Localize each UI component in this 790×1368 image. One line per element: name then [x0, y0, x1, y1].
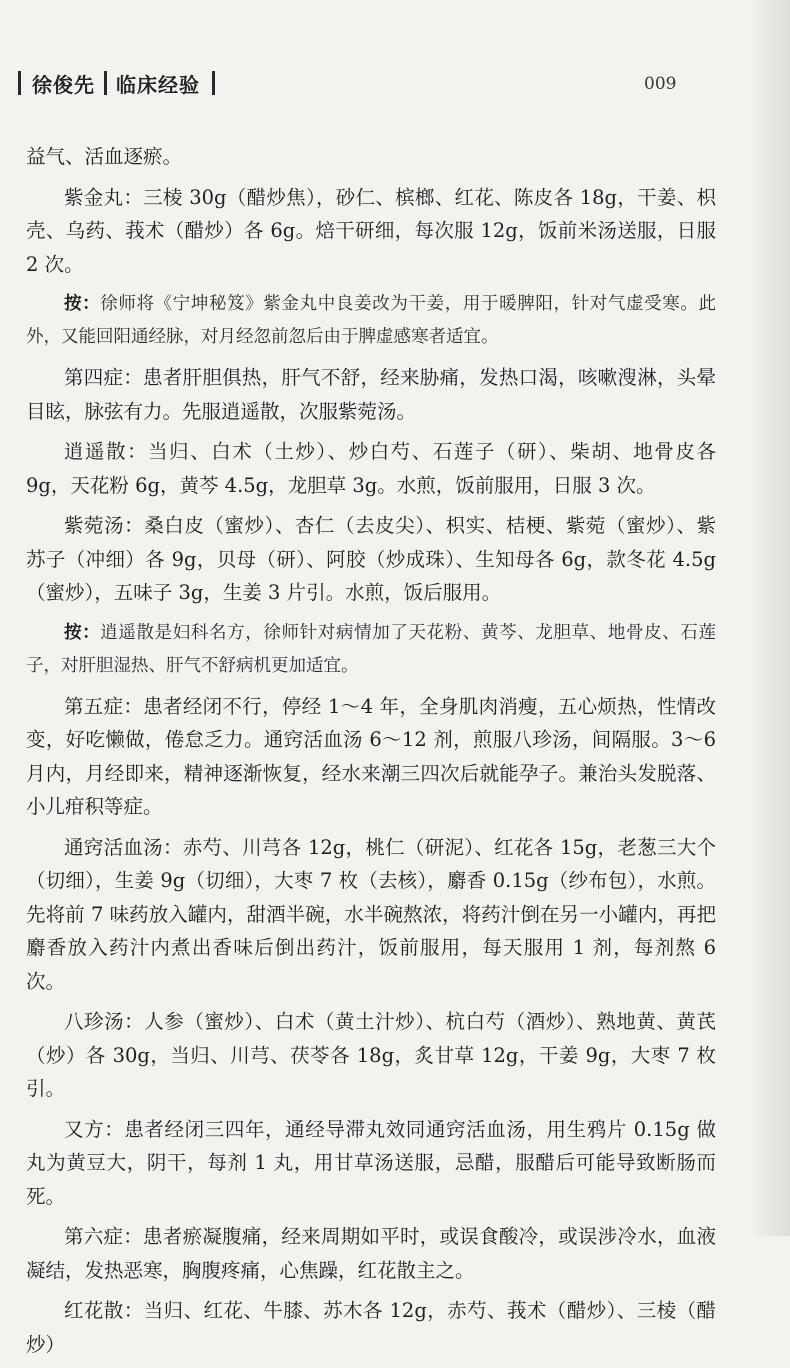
header-divider: [104, 71, 107, 95]
header-book-title: 临床经验: [116, 73, 200, 97]
note-label: 按：: [64, 294, 101, 314]
header-author: 徐俊先: [32, 73, 95, 97]
body-text: [26, 140, 716, 1368]
note-text: 逍遥散是妇科名方，徐师针对病情加了天花粉、黄芩、龙胆草、地骨皮、石莲子，对肝胆湿热、肝气不舒病机更加适宜。: [26, 622, 717, 676]
page-edge-shadow: [750, 0, 790, 1236]
note-label: 按：: [64, 622, 101, 643]
header-divider: [212, 71, 215, 95]
body-paragraph: 红花散：当归、红花、牛膝、苏木各 12g，赤芍、莪术（醋炒）、三棱（醋炒）: [26, 1299, 716, 1356]
body-paragraph: 紫金丸：三棱 30g（醋炒焦），砂仁、槟榔、红花、陈皮各 18g，干姜、枳壳、乌药、莪术（醋炒）各 6g。焙干研细，每次服 12g，饭前米汤送服，日服 2 次。: [26, 185, 716, 276]
body-paragraph: 又方：患者经闭三四年，通经导滞丸效同通窍活血汤，用生鸦片 0.15g 做丸为黄豆大，阴干，每剂 1 丸，用甘草汤送服，忌醋，服醋后可能导致断肠而死。: [26, 1117, 716, 1208]
body-paragraph: 通窍活血汤：赤芍、川芎各 12g，桃仁（研泥）、红花各 15g，老葱三大个（切细），生姜 9g（切细），大枣 7 枚（去核），麝香 0.15g（纱布包），水煎。先将前 7 味药放入罐内，甜酒半碗，水半碗熬浓，将药汁倒在另一小罐内，再把麝香放入药汁内煮出香味后倒出药汁，饭前服用，每天服用 1 剂，每剂熬 6 次。: [26, 835, 716, 993]
editor-note-paragraph: [26, 288, 716, 354]
page-number: 009: [644, 74, 677, 94]
body-paragraph: 第六症：患者瘀凝腹痛，经来周期如平时，或误食酸冷，或误涉冷水，血液凝结，发热恶寒，胸腹疼痛，心焦躁，红花散主之。: [26, 1225, 716, 1282]
body-paragraph: 益气、活血逐瘀。: [26, 145, 183, 168]
body-paragraph: 第五症：患者经闭不行，停经 1～4 年，全身肌肉消瘦，五心烦热，性情改变，好吃懒做，倦怠乏力。通窍活血汤 6～12 剂，煎服八珍汤，间隔服。3～6 月内，月经即来，精神逐渐恢复，经水来潮三四次后就能孕子。兼治头发脱落、小儿疳积等症。: [26, 694, 716, 818]
running-header: [18, 68, 718, 102]
note-text: 徐师将《宁坤秘笈》紫金丸中良姜改为干姜，用于暖脾阳，针对气虚受寒。此外，又能回阳通经脉，对月经忽前忽后由于脾虚感寒者适宜。: [26, 294, 717, 347]
body-paragraph: 八珍汤：人参（蜜炒）、白术（黄土汁炒）、杭白芍（酒炒）、熟地黄、黄芪（炒）各 30g，当归、川芎、茯苓各 18g，炙甘草 12g，干姜 9g，大枣 7 枚引。: [26, 1010, 716, 1100]
header-divider: [18, 71, 21, 95]
editor-note-paragraph: [26, 617, 716, 683]
body-paragraph: 逍遥散：当归、白术（土炒）、炒白芍、石莲子（研）、柴胡、地骨皮各 9g，天花粉 6g，黄芩 4.5g，龙胆草 3g。水煎，饭前服用，日服 3 次。: [26, 440, 716, 497]
body-paragraph: 第四症：患者肝胆俱热，肝气不舒，经来胁痛，发热口渴，咳嗽溲淋，头晕目眩，脉弦有力。先服逍遥散，次服紫菀汤。: [26, 366, 716, 423]
body-paragraph: 紫菀汤：桑白皮（蜜炒）、杏仁（去皮尖）、枳实、桔梗、紫菀（蜜炒）、紫苏子（冲细）各 9g，贝母（研）、阿胶（炒成珠）、生知母各 6g，款冬花 4.5g（蜜炒），五味子 3g，生姜 3 片引。水煎，饭后服用。: [26, 514, 716, 604]
